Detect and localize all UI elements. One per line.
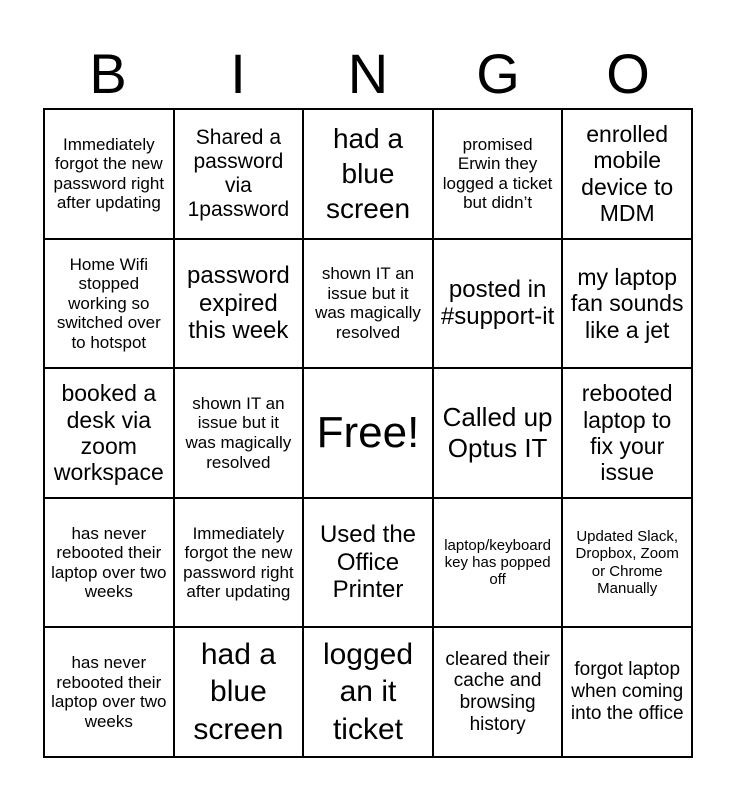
- bingo-cell: Home Wifi stopped working so switched over to hotspot: [44, 239, 174, 369]
- header-letter-o: O: [606, 42, 650, 105]
- bingo-cell: enrolled mobile device to MDM: [562, 109, 692, 239]
- bingo-cell: Updated Slack, Dropbox, Zoom or Chrome Manually: [562, 498, 692, 628]
- bingo-cell: booked a desk via zoom workspace: [44, 368, 174, 498]
- bingo-cell: had a blue screen: [174, 627, 304, 757]
- header-letter-b: B: [89, 42, 127, 105]
- bingo-cell: Called up Optus IT: [433, 368, 563, 498]
- free-space: Free!: [303, 368, 433, 498]
- bingo-cell: had a blue screen: [303, 109, 433, 239]
- bingo-cell: shown IT an issue but it was magically resolved: [174, 368, 304, 498]
- bingo-cell: cleared their cache and browsing history: [433, 627, 563, 757]
- bingo-cell: rebooted laptop to fix your issue: [562, 368, 692, 498]
- bingo-cell: Used the Office Printer: [303, 498, 433, 628]
- bingo-cell: logged an it ticket: [303, 627, 433, 757]
- bingo-cell: forgot laptop when coming into the office: [562, 627, 692, 757]
- bingo-cell: has never rebooted their laptop over two weeks: [44, 498, 174, 628]
- bingo-cell: Shared a password via 1password: [174, 109, 304, 239]
- bingo-cell: my laptop fan sounds like a jet: [562, 239, 692, 369]
- bingo-cell: password expired this week: [174, 239, 304, 369]
- header-letter-g: G: [476, 42, 520, 105]
- bingo-header: [43, 40, 693, 108]
- bingo-cell: posted in #support-it: [433, 239, 563, 369]
- bingo-card: [43, 108, 693, 758]
- bingo-cell: promised Erwin they logged a ticket but didn’t: [433, 109, 563, 239]
- bingo-cell: shown IT an issue but it was magically resolved: [303, 239, 433, 369]
- bingo-cell: Immediately forgot the new password right after updating: [44, 109, 174, 239]
- header-letter-i: I: [230, 42, 246, 105]
- bingo-cell: has never rebooted their laptop over two weeks: [44, 627, 174, 757]
- bingo-cell: Immediately forgot the new password right after updating: [174, 498, 304, 628]
- bingo-cell: laptop/keyboard key has popped off: [433, 498, 563, 628]
- header-letter-n: N: [347, 42, 389, 105]
